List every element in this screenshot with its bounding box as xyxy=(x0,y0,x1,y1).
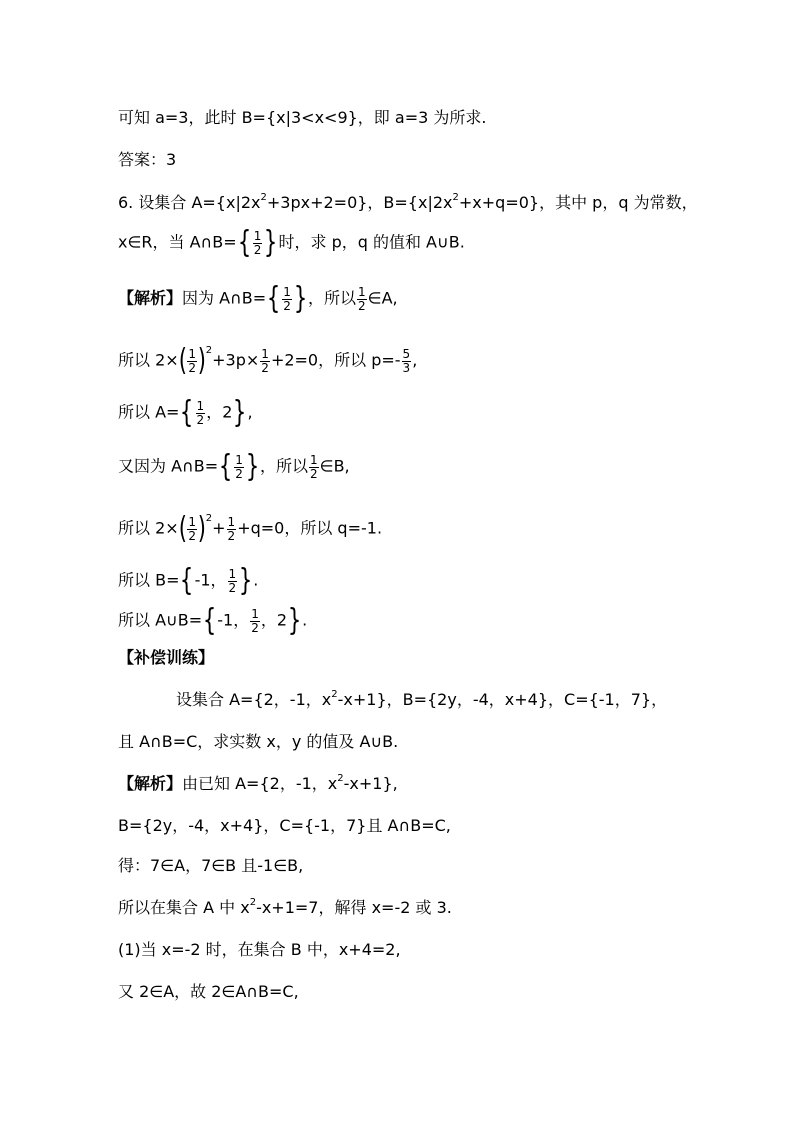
line-conclusion: 可知 a=3，此时 B={x|3<x<9}，即 a=3 为所求. xyxy=(118,108,487,127)
compensation-solution-line3: 得：7∈A，7∈B 且-1∈B, xyxy=(118,856,304,875)
compensation-solution-line5: (1)当 x=-2 时，在集合 B 中，x+4=2, xyxy=(118,940,401,959)
solution-line2: 所以 2×( $\frac{1}{2}$ )$^2$+3p× $\frac{1}{2}$ +2=0，所以 p=- $\frac{5}{3}$ , xyxy=(118,343,418,378)
answer-line: 答案：3 xyxy=(118,150,177,169)
compensation-solution-line6: 又 2∈A，故 2∈A∩B=C, xyxy=(118,982,299,1001)
solution-line7: 所以 A∪B={-1， $\frac{1}{2}$ ，2}. xyxy=(118,603,308,638)
compensation-solution-line4: 所以在集合 A 中 $x^2-x+1=7$，解得 x=-2 或 3. xyxy=(118,897,452,917)
compensation-solution-line2: B={2y，-4，x+4}，C={-1，7}且 A∩B=C, xyxy=(118,816,451,835)
compensation-problem-line2: 且 A∩B=C，求实数 x，y 的值及 A∪B. xyxy=(118,732,399,751)
solution-line3: 所以 A={ $\frac{1}{2}$ ，2}, xyxy=(118,395,253,430)
solution-line4: 又因为 A∩B={ $\frac{1}{2}$ }，所以 $\frac{1}{2}$ ∈B, xyxy=(118,449,350,484)
compensation-heading: 【补偿训练】 xyxy=(118,648,215,667)
question-6-line2: x∈R，当 A∩B={ $\frac{1}{2}$ }时，求 p，q 的值和 A∪B. xyxy=(118,225,465,260)
solution-line1: 【解析】因为 A∩B={ $\frac{1}{2}$ }，所以 $\frac{1}{2}$ ∈A, xyxy=(118,281,398,316)
question-6-line1: 6. 设集合 $A=\{x|2x^2+3px+2=0\}$，$B=\{x|2x^2+x+q=0\}$，其中 p，q 为常数， xyxy=(118,192,698,212)
compensation-problem-line1: 设集合 A={2，-1，$x^2-x+1$}，B={2y，-4，x+4}，C={-1，7}， xyxy=(176,689,668,709)
solution-line5: 所以 2×( $\frac{1}{2}$ )$^2$+ $\frac{1}{2}$ +q=0，所以 q=-1. xyxy=(118,511,383,546)
solution-line6: 所以 B={-1， $\frac{1}{2}$ }. xyxy=(118,563,259,598)
compensation-solution-line1: 【解析】由已知 A={2，-1，$x^2-x+1$}, xyxy=(118,773,398,793)
